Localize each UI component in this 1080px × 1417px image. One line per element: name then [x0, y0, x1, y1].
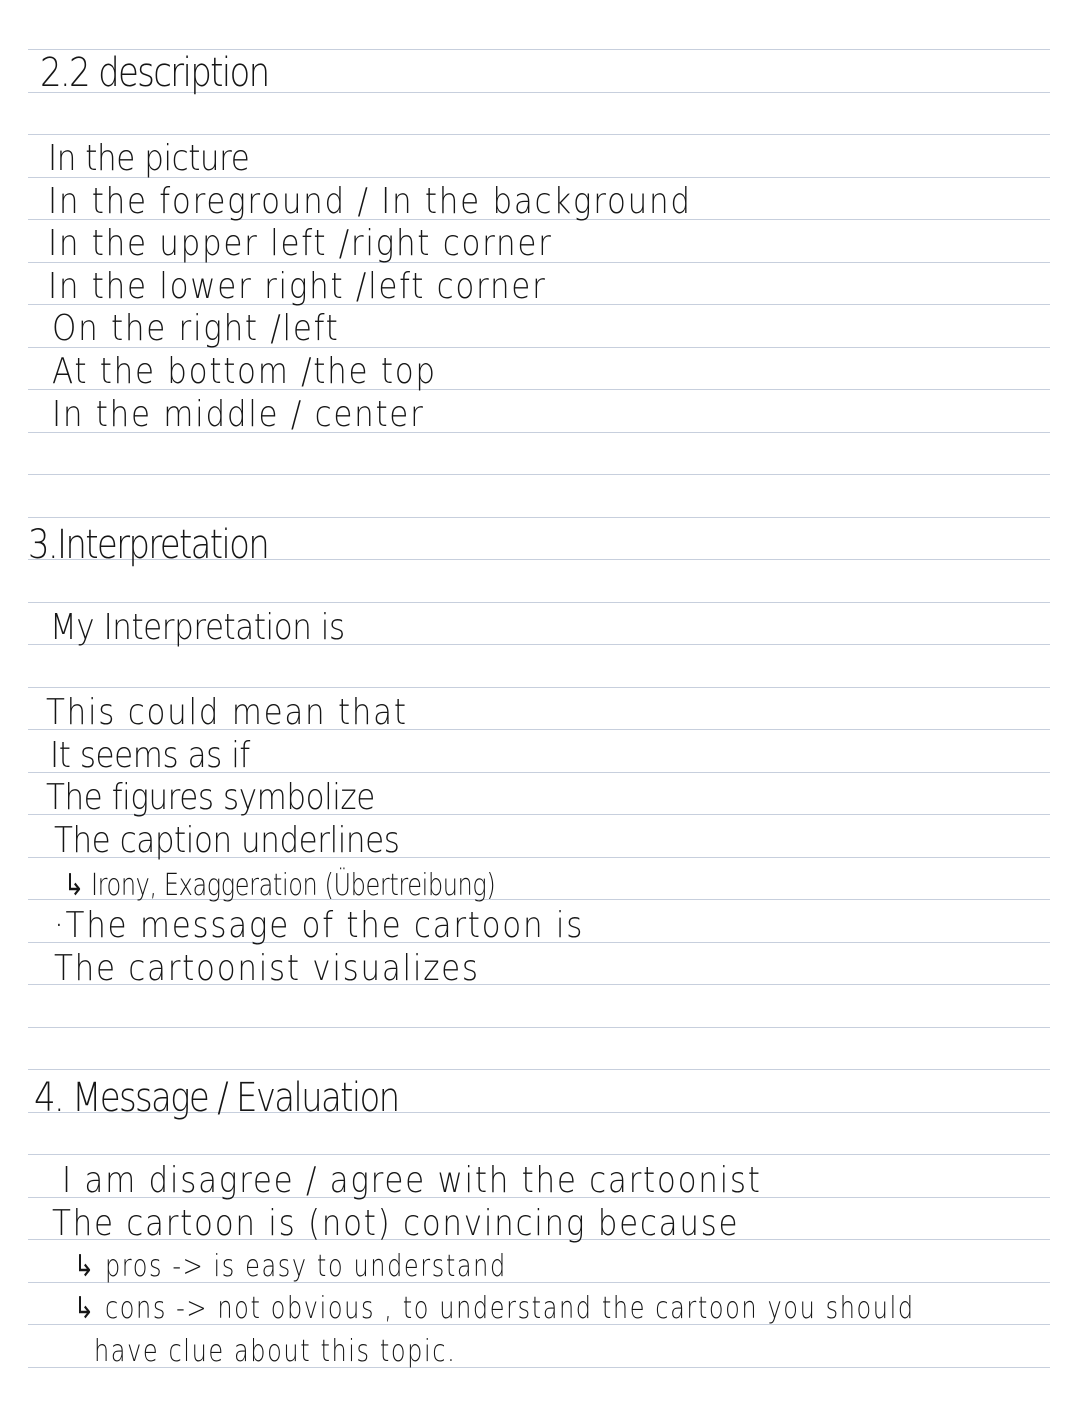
interpretation-line: The figures symbolize: [46, 777, 375, 818]
interpretation-line: ·The message of the cartoon is: [54, 905, 585, 946]
section-heading-interpretation: 3.Interpretation: [28, 522, 269, 568]
ruled-line: [28, 602, 1050, 603]
ruled-line: [28, 1027, 1050, 1028]
description-line: At the bottom /the top: [52, 351, 437, 392]
description-line: On the right /left: [52, 308, 340, 349]
evaluation-line: I am disagree / agree with the cartoonist: [62, 1160, 762, 1201]
interpretation-line: It seems as if: [50, 735, 250, 776]
interpretation-line: My Interpretation is: [50, 607, 345, 648]
evaluation-line: have clue about this topic.: [94, 1334, 457, 1369]
evaluation-pros-line: ↳ pros -> is easy to understand: [74, 1249, 507, 1284]
section-heading-description: 2.2 description: [40, 50, 269, 96]
section-heading-evaluation: 4. Message / Evaluation: [34, 1075, 399, 1121]
interpretation-line: This could mean that: [46, 692, 408, 733]
description-line: In the upper left /right corner: [48, 223, 553, 264]
description-line: In the picture: [48, 138, 250, 179]
ruled-line: [28, 517, 1050, 518]
description-line: In the foreground / In the background: [48, 181, 692, 222]
description-line: In the lower right /left corner: [48, 266, 547, 307]
evaluation-line: The cartoon is (not) convincing because: [52, 1203, 740, 1244]
interpretation-line: The caption underlines: [54, 820, 400, 861]
interpretation-line: The cartoonist visualizes: [54, 948, 480, 989]
ruled-line: [28, 1154, 1050, 1155]
description-line: In the middle / center: [52, 394, 425, 435]
ruled-line: [28, 1069, 1050, 1070]
ruled-line: [28, 474, 1050, 475]
ruled-line: [28, 134, 1050, 135]
ruled-line: [28, 687, 1050, 688]
evaluation-cons-line: ↳ cons -> not obvious , to understand the cartoon you should: [74, 1291, 915, 1326]
interpretation-arrow-line: ↳ Irony, Exaggeration (Übertreibung): [64, 868, 496, 903]
